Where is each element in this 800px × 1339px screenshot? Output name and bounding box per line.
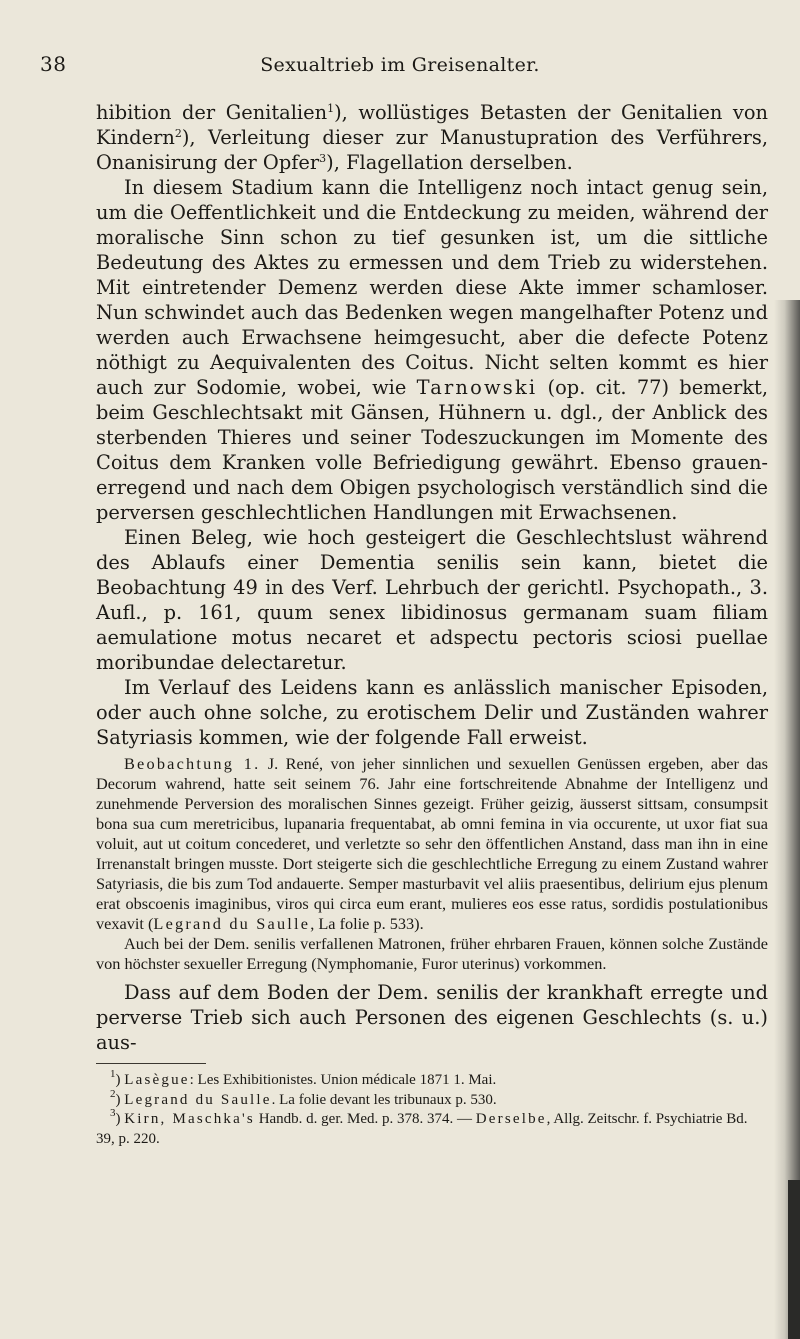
paragraph-1 [96,100,768,175]
footnote-text: Handb. d. ger. Med. p. 378. 374. — [254,1111,476,1127]
text-run: hibition der Genitalien [96,101,328,124]
footnote-mark: 2 [110,1087,116,1100]
paragraph-4: Im Verlauf des Leidens kann es anlässlich manischer Episoden, oder auch ohne solche, zu erotischem Delir und Zuständen wahrer Satyriasis kommen, wie der folgende Fall erweist. [96,676,768,749]
text-run: ), Flagellation derselben. [326,151,573,174]
footnote-3: $^3$) Kirn, Maschka's Handb. d. ger. Med. p. 378. 374. — Derselbe, Allg. Zeitschr. f. Psychiatrie Bd. 39, p. 220. [96,1107,748,1147]
page-edge-dark [788,1180,800,1339]
footnote-1: $^1$) Lasègue: Les Exhibitionistes. Union médicale 1871 1. Mai. [110,1068,497,1088]
footnote-text: . La folie devant les tribunaux p. 530. [271,1091,497,1108]
case-note: Auch bei der Dem. senilis verfallenen Matronen, früher ehrbaren Frauen, können solche Zustände von höchster sexueller Erregung (Nymphomanie, Furor uterinus) vorkommen. [96,934,768,973]
main-text [96,100,768,1149]
text-run: (op. cit. 77) bemerkt, beim Geschlechtsakt mit Gänsen, Hühnern u. dgl., der Anblick des sterbenden Thieres und seiner Todeszuckungen im Momente des Coitus dem Kranken volle Befriedigung gewährt. Ebenso grauen-erregend und nach dem Obigen psychologisch verständlich sind die perversen geschlechtlichen Handlungen mit Erwachsenen. [96,376,769,524]
text-run: ), wollüstiges Betasten der Genitalien von Kindern [96,101,768,149]
running-head: Sexualtrieb im Greisenalter. [260,54,540,76]
page-number: 38 [40,52,67,76]
paragraph-3: Einen Beleg, wie hoch gesteigert die Geschlechtslust während des Ablaufs einer Dementia senilis sein kann, bietet die Beobachtung 49 in des Verf. Lehrbuch der gerichtl. Psychopath., 3. Aufl., p. 161, quum senex libidinosus germanam suam filiam aemulatione motus necaret et adspectu pectoris sciosi puellae moribundae delectaretur. [96,526,768,674]
text-run: , La folie p. 533). [310,914,424,933]
text-run: In diesem Stadium kann die Intelligenz noch intact genug sein, um die Oeffentlichkeit und die Entdeckung zu meiden, während der moralische Sinn schon zu tief gesunken ist, um die sittliche Bedeutung des Aktes zu ermessen und dem Trieb zu widerstehen. Mit eintretender Demenz werden diese Akte immer schamloser. Nun schwindet auch das Bedenken wegen mangelhafter Potenz und werden auch Erwachsene heimgesucht, aber die defecte Potenz nöthigt zu Aequivalenten des Coitus. Nicht selten kommt es hier auch zur Sodomie, wobei, wie [96,176,768,399]
text-run: J. René, von jeher sinnlichen und sexuellen Genüssen ergeben, aber das Decorum wahrend, hatte seit seinem 76. Jahr eine fortschreitende Abnahme der Intelligenz und zunehmende Perversion des moralischen Sinnes gezeigt. Früher geizig, äusserst sittsam, consumpsit bona sua cum meretricibus, lupanaria frequentabat, ab omni femina in via occurente, ut uxor fiat sua voluit, aut ut coitum concederet, und verletzte so sehr den öffentlichen Anstand, dass man ihn in eine Irrenanstalt bringen musste. Dort steigerte sich die geschlechtliche Erregung zu einem Zustand wahrer Satyriasis, die bis zum Tod andauerte. Semper masturbavit vel aliis praesentibus, delirium ejus plenum erat obscoenis imaginibus, viros qui circa eum erant, mulieres eos esse ratus, sordidis postulationibus vexavit ( [96,754,768,933]
footnote-mark: 1 [110,1068,116,1080]
footnote-text: : Les Exhibitionistes. Union médicale 1871 1. Mai. [189,1072,497,1088]
text-run: ), Verleitung dieser zur Manustupration des Verführers, Onanisirung der Opfer [96,126,768,174]
footnote-author: Lasègue [124,1072,190,1088]
footnote-ref-2[interactable]: 2 [174,127,182,140]
footnote-ref-3[interactable]: 3 [319,152,327,165]
footnote-2: $^2$) Legrand du Saulle. La folie devant les tribunaux p. 530. [110,1087,497,1108]
author-name: Legrand du Saulle [153,914,311,933]
footnote-rule [96,1063,206,1064]
footnote-ref-1[interactable]: 1 [327,102,335,115]
author-name: Tarnowski [416,376,538,399]
footnote-author: Kirn, Maschka's [124,1111,255,1127]
footnote-author: Derselbe [475,1111,547,1127]
paragraph-5: Dass auf dem Boden der Dem. senilis der krankhaft erregte und perverse Trieb sich auch Personen des eigenen Geschlechts (s. u.) aus- [96,981,768,1054]
observation-label: Beobachtung 1. [124,754,261,773]
page-header [0,52,800,82]
footnote-text: , Allg. Zeitschr. f. Psychiatrie Bd. 39, p. 220. [96,1111,748,1147]
footnote-author: Legrand du Saulle [124,1091,272,1108]
paragraph-2 [96,175,768,525]
footnote-mark: 3 [110,1107,116,1119]
case-observation [96,754,768,934]
